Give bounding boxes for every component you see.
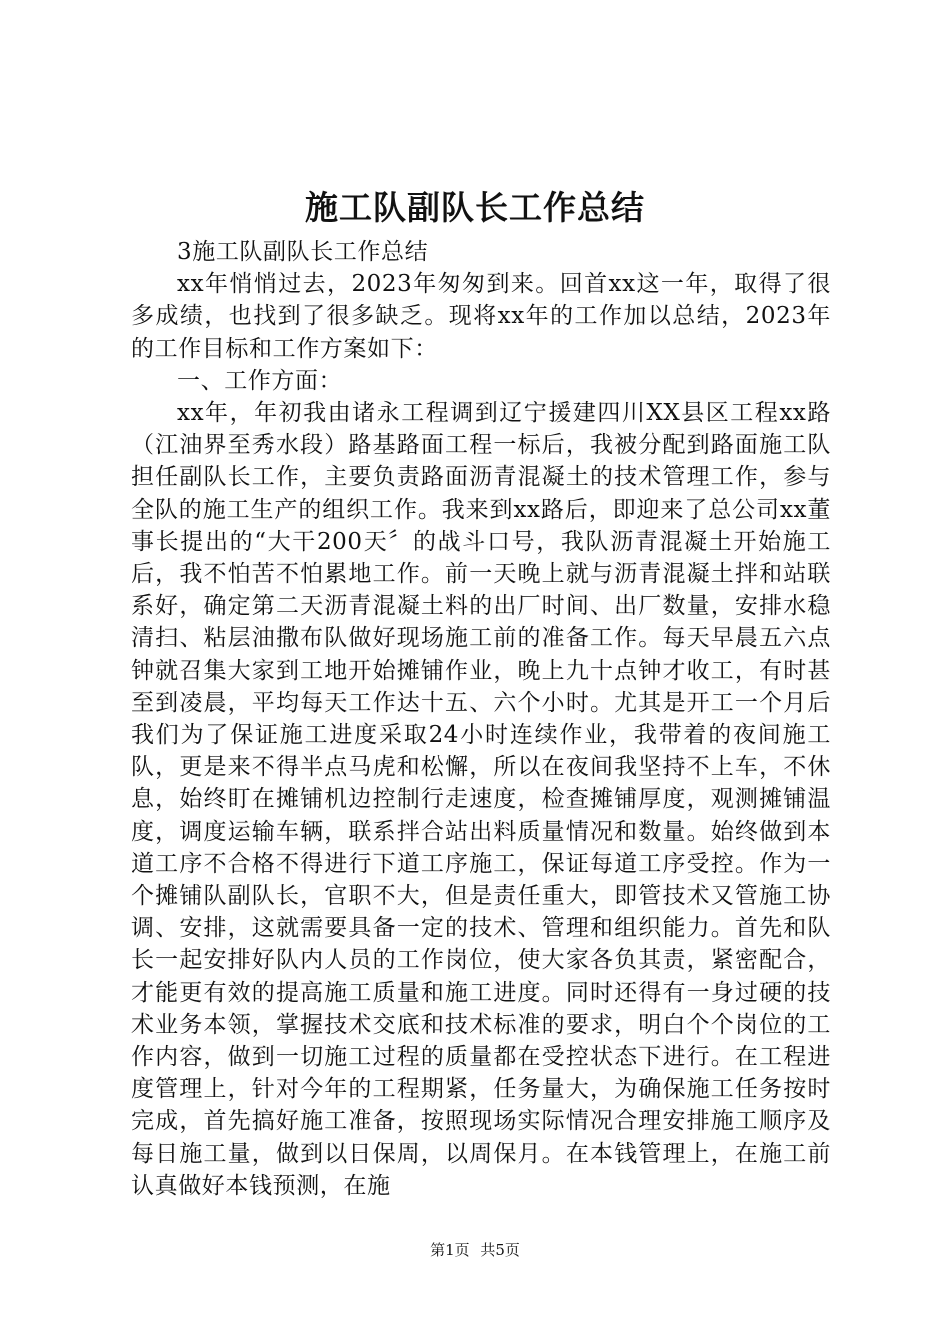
paragraph-section-heading: 一、工作方面： [177, 367, 343, 394]
document-body [131, 236, 831, 1202]
paragraph-intro: xx年悄悄过去，2023年匆匆到来。回首xx这一年，取得了很多成绩，也找到了很多缺乏。现将xx年的工作加以总结，2023年的工作目标和工作方案如下： [131, 271, 831, 362]
page-total: 共5页 [480, 1241, 520, 1259]
paragraph-work-details: xx年，年初我由诸永工程调到辽宁援建四川XX县区工程xx路（江油界至秀水段）路基路面工程一标后，我被分配到路面施工队担任副队长工作，主要负责路面沥青混凝土的技术管理工作，参与全队的施工生产的组织工作。我来到xx路后，即迎来了总公司xx董事长提出的“大干200天〞的战斗口号，我队沥青混凝土开始施工后，我不怕苦不怕累地工作。前一天晚上就与沥青混凝土拌和站联系好，确定第二天沥青混凝土料的出厂时间、出厂数量，安排水稳清扫、粘层油撒布队做好现场施工前的准备工作。每天早晨五六点钟就召集大家到工地开始摊铺作业，晚上九十点钟才收工，有时甚至到凌晨，平均每天工作达十五、六个小时。尤其是开工一个月后我们为了保证施工进度采取24小时连续作业，我带着的夜间施工队，更是来不得半点马虎和松懈，所以在夜间我坚持不上车，不休息，始终盯在摊铺机边控制行走速度，检查摊铺厚度，观测摊铺温度，调度运输车辆，联系拌合站出料质量情况和数量。始终做到本道工序不合格不得进行下道工序施工，保证每道工序受控。作为一个摊铺队副队长，官职不大，但是责任重大，即管技术又管施工协调、安排，这就需要具备一定的技术、管理和组织能力。首先和队长一起安排好队内人员的工作岗位，使大家各负其责，紧密配合，才能更有效的提高施工质量和施工进度。同时还得有一身过硬的技术业务本领，掌握技术交底和技术标准的要求，明白个个岗位的工作内容，做到一切施工过程的质量都在受控状态下进行。在工程进度管理上，针对今年的工程期紧，任务量大，为确保施工任务按时完成，首先搞好施工准备，按照现场实际情况合理安排施工顺序及每日施工量，做到以日保周，以周保月。在本钱管理上，在施工前认真做好本钱预测，在施 [131, 400, 831, 1199]
document-title: 施工队副队长工作总结 [305, 188, 645, 227]
page-number: 第1页 [430, 1241, 470, 1259]
page-footer [0, 1240, 950, 1260]
paragraph-subtitle: 3施工队副队长工作总结 [177, 239, 429, 265]
